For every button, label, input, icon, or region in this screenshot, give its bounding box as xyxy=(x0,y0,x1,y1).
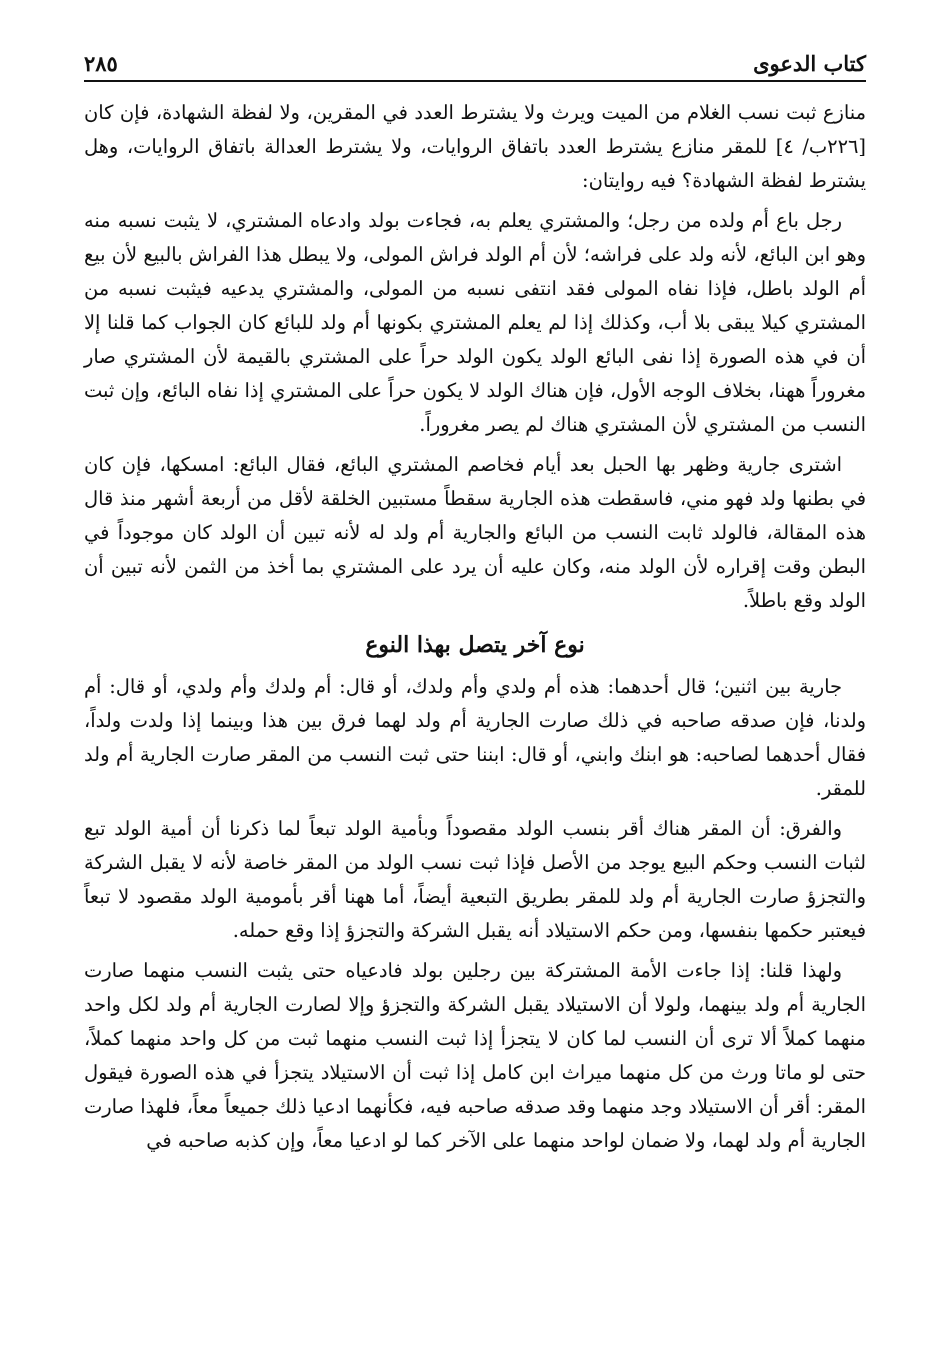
paragraph: اشترى جارية وظهر بها الحبل بعد أيام فخاصم المشتري البائع، فقال البائع: امسكها، فإن كان في بطنها ولد فهو مني، فاسقطت هذه الجارية سقطاً مستبين الخلقة لأقل من أربعة أشهر منذ قال هذه المقالة، فالولد ثابت النسب من البائع والجارية أم ولد له لأنه تبين أن الولد كان موجوداً في البطن وقت إقراره لأن الولد منه، وكان عليه أن يرد على المشتري بما أخذ من الثمن لأنه تبين أن الولد وقع باطلاً. xyxy=(84,453,866,612)
paragraph: والفرق: أن المقر هناك أقر بنسب الولد مقصوداً وبأمية الولد تبعاً لما ذكرنا أن أمية الولد تبع لثبات النسب وحكم البيع يوجد من الأصل فإذا ثبت نسب الولد من المقر خاصة لأنه لا يقبل الشركة والتجزؤ صارت الجارية أم ولد للمقر بطريق التبعية أيضاً، أما ههنا أقر بأمومية الولد مقصود لا تبعاً فيعتبر حكمها بنفسها، ومن حكم الاستيلاد أنه يقبل الشركة والتجزؤ إذا وقع حمله. xyxy=(84,817,866,942)
document-page xyxy=(84,36,866,1164)
paragraph: رجل باع أم ولده من رجل؛ والمشتري يعلم به، فجاءت بولد وادعاه المشتري، لا يثبت نسبه منه وهو ابن البائع، لأنه ولد على فراشه؛ لأن أم الولد فراش المولى، ولا يبطل هذا الفراش بالبيع لأن بيع أم الولد باطل، فإذا نفاه المولى فقد انتفى نسبه من المولى، والمشتري يدعيه فيثبت نسبه من المشتري كيلا يبقى بلا أب، وكذلك إذا لم يعلم المشتري بكونها أم ولد للبائع كان الجواب كما قلنا إلا أن في هذه الصورة إذا نفى البائع الولد يكون الولد حراً على المشتري بالقيمة لأن المشتري صار مغروراً ههنا، بخلاف الوجه الأول، فإن هناك الولد لا يكون حراً على المشتري إذا نفاه البائع، وإن ثبت النسب من المشتري لأن المشتري هناك لم يصر مغروراً. xyxy=(84,209,866,436)
body-text xyxy=(84,96,866,1158)
paragraph: منازع ثبت نسب الغلام من الميت ويرث ولا يشترط العدد في المقرين، ولا لفظة الشهادة، فإن كان [٢٢٦ب/ ٤] للمقر منازع يشترط العدد باتفاق الروايات، ولا يشترط العدالة باتفاق الروايات، وهل يشترط لفظة الشهادة؟ فيه روايتان: xyxy=(84,101,866,192)
paragraph: جارية بين اثنين؛ قال أحدهما: هذه أم ولدي وأم ولدك، أو قال: أم ولدك وأم ولدي، أو قال: أم ولدنا، فإن صدقه صاحبه في ذلك صارت الجارية أم ولد لهما فرق بين هذا وبينما إذا ولدت ولداً، فقال أحدهما لصاحبه: هو ابنك وابني، أو قال: ابننا حتى ثبت النسب من المقر صارت الجارية أم ولد للمقر. xyxy=(84,675,866,800)
page-header xyxy=(84,36,866,82)
page-number: ٢٨٥ xyxy=(84,51,118,76)
book-title: كتاب الدعوى xyxy=(753,51,866,76)
paragraph: ولهذا قلنا: إذا جاءت الأمة المشتركة بين رجلين بولد فادعياه حتى يثبت النسب منهما صارت الجارية أم ولد بينهما، ولولا أن الاستيلاد يقبل الشركة والتجزؤ وإلا لصارت الجارية أم ولد لكل واحد منهما كملاً ألا ترى أن النسب لما كان لا يتجزأ إذا ثبت النسب منهما ثبت من كل واحد منهما كملاً، حتى لو ماتا ورث من كل منهما ميراث ابن كامل إذا ثبت أن الاستيلاد يتجزأ في هذه الصورة فيقول المقر: أقر أن الاستيلاد وجد منهما وقد صدقه صاحبه فيه، فكأنهما ادعيا ذلك جميعاً معاً، فلهذا صارت الجارية أم ولد لهما، ولا ضمان لواحد منهما على الآخر كما لو ادعيا معاً، وإن كذبه صاحبه في xyxy=(84,959,866,1152)
section-heading: نوع آخر يتصل بهذا النوع xyxy=(365,632,585,658)
